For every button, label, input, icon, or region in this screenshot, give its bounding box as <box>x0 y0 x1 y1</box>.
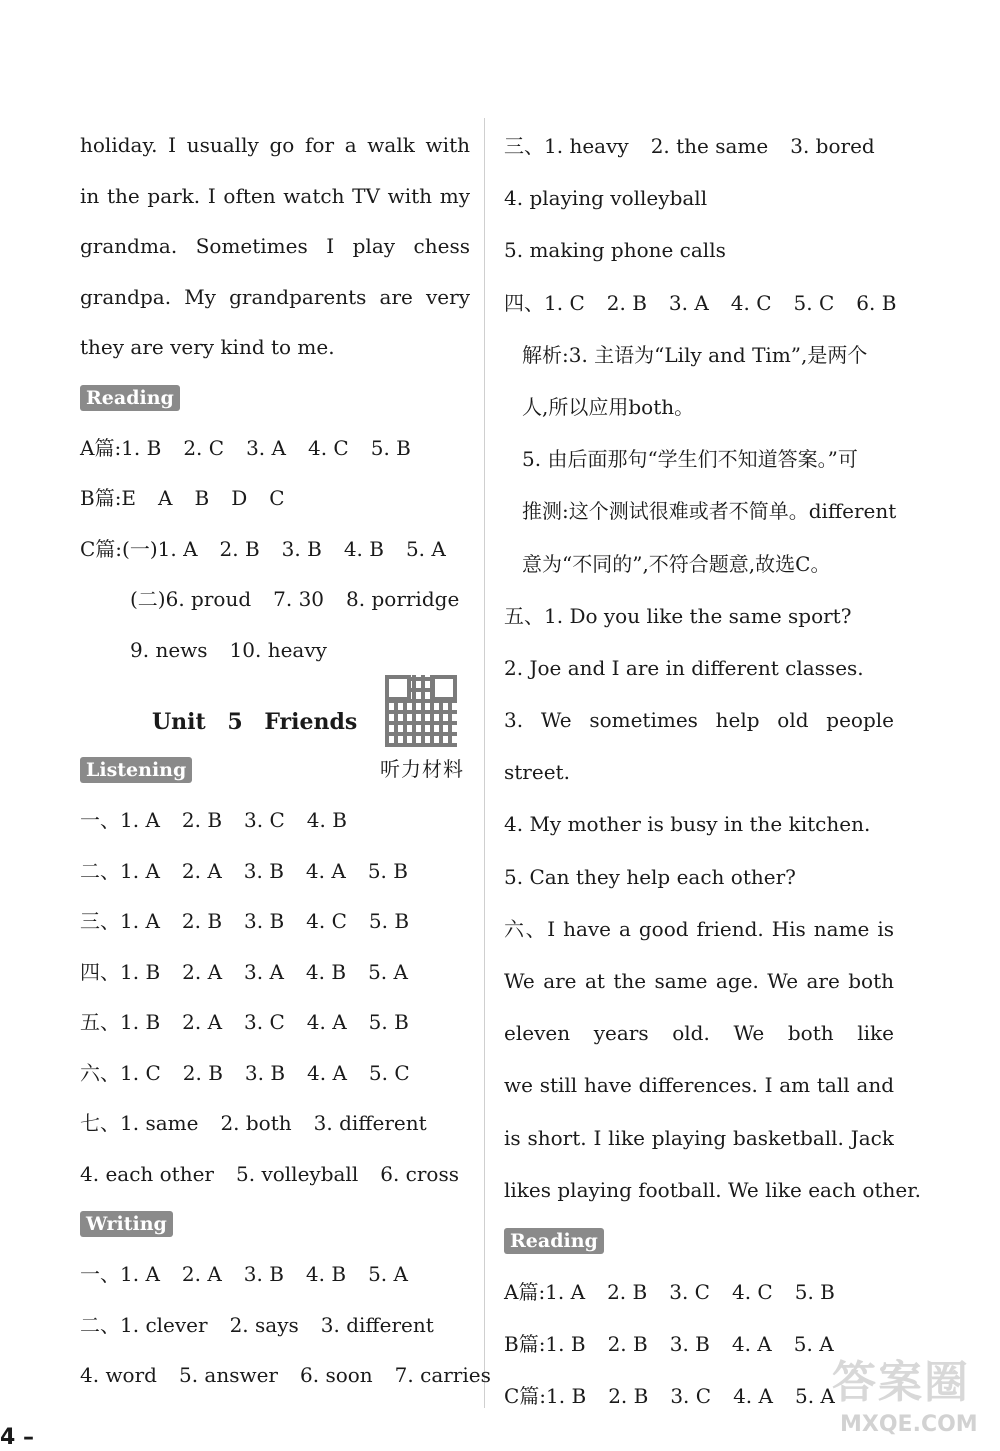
answer: 6. cross <box>380 1161 460 1186</box>
answer: 六、1. C <box>80 1060 161 1085</box>
answer: A篇:1. B <box>80 435 162 460</box>
answer: C篇:(一)1. A <box>80 536 198 561</box>
answer: 3. B <box>281 536 322 561</box>
answer-line <box>80 947 470 998</box>
answer-line <box>80 795 470 846</box>
answer: 5. A <box>405 536 446 561</box>
answer-line <box>80 1300 470 1351</box>
essay-line: 六、I have a good friend. His name is <box>504 916 894 941</box>
answer-line <box>80 1149 470 1200</box>
writing-answers <box>80 1249 491 1401</box>
answer-line <box>80 846 470 897</box>
answer-line <box>504 277 897 329</box>
answer: 4. C <box>730 290 772 315</box>
answer: 5. A <box>368 1262 408 1286</box>
answer: 4. A <box>731 1332 772 1357</box>
answer: B篇:E <box>80 486 137 510</box>
answer: 一、1. A <box>80 1262 160 1286</box>
answer: 4. C <box>307 435 349 460</box>
answer-line <box>80 473 470 524</box>
answer: 5. A <box>793 1332 834 1357</box>
answer: 5. B <box>368 909 410 933</box>
answer: 一、1. A <box>80 808 160 832</box>
answer: B <box>194 486 210 510</box>
answer: 4. A <box>305 858 346 883</box>
analysis-line: 解析:3. 主语为“Lily and Tim”,是两个 <box>522 342 868 367</box>
answer: 9. news <box>130 637 208 662</box>
answer: 5. volleyball <box>236 1161 359 1186</box>
answer: 2. says <box>229 1312 299 1337</box>
answer: 五、1. B <box>80 1010 161 1034</box>
analysis-line: 人,所以应用both。 <box>522 394 695 419</box>
reading-badge: Reading <box>80 385 180 411</box>
answer: 4. B <box>306 808 347 832</box>
answer: 2. B <box>607 1279 648 1304</box>
answer: 4. B <box>305 1262 347 1286</box>
answer: A篇:1. A <box>504 1279 586 1304</box>
answer: B篇:1. B <box>504 1332 586 1357</box>
answer: 3. different <box>313 1111 427 1135</box>
answer: D <box>231 486 248 510</box>
answer: C篇:1. B <box>504 1384 587 1409</box>
answer: 5. A <box>794 1384 835 1409</box>
listening-badge: Listening <box>80 757 192 783</box>
answer: 5. B <box>367 858 408 883</box>
watermark-logo <box>832 1346 992 1446</box>
answer: 3. C <box>244 1010 285 1034</box>
essay-line: We are at the same age. We are both <box>504 969 894 993</box>
sentence-answers <box>504 590 894 903</box>
answer: 3. bored <box>790 134 875 158</box>
answer: 5. A <box>368 959 408 984</box>
answer: C <box>269 486 285 510</box>
reading-badge: Reading <box>504 1228 604 1254</box>
answer: 5. B <box>368 1010 409 1034</box>
answer: 3. C <box>670 1384 712 1409</box>
answer: 三、1. heavy <box>504 134 629 158</box>
column-divider <box>484 118 485 1408</box>
essay-line: eleven years old. We both like <box>504 1021 894 1046</box>
answer: 2. B <box>181 909 223 933</box>
answer: 5. B <box>794 1279 835 1304</box>
answer: 5. C <box>793 290 835 315</box>
text-line: holiday. I usually go for a walk with <box>80 133 470 157</box>
intro-paragraph <box>80 120 470 373</box>
listening-answers <box>80 795 470 1199</box>
answer: 四、1. C <box>504 290 585 315</box>
answer: 3. B <box>243 858 284 883</box>
answer-line <box>80 524 470 575</box>
sentence-line: 3. We sometimes help old people <box>504 708 894 733</box>
essay-line: likes playing football. We like each other. <box>504 1177 921 1202</box>
answer: 2. B <box>608 1384 649 1409</box>
answer: 三、1. A <box>80 909 160 933</box>
answer: 2. B <box>219 536 260 561</box>
answer: 3. B <box>243 1262 284 1286</box>
page-number: 4 – <box>0 1425 34 1450</box>
answer: 3. B <box>669 1332 710 1357</box>
answer: 4. C <box>731 1279 773 1304</box>
analysis-line: 5. 由后面那句“学生们不知道答案。”可 <box>522 447 858 472</box>
answer: 2. B <box>181 808 223 832</box>
sentence-line: 5. Can they help each other? <box>504 864 796 889</box>
analysis-line: 推测:这个测试很难或者不简单。different <box>522 499 897 524</box>
answer: 8. porridge <box>346 587 460 611</box>
sentence-line: 五、1. Do you like the same sport? <box>504 603 852 628</box>
answer: 2. the same <box>650 134 769 158</box>
answer: 2. A <box>181 858 222 883</box>
answer: 2. A <box>182 1010 223 1034</box>
essay-line: is short. I like playing basketball. Jack <box>504 1125 894 1150</box>
answer-line <box>504 1266 894 1318</box>
answer: 4. A <box>733 1384 773 1409</box>
answer-line <box>504 224 894 276</box>
answer: 2. B <box>606 290 647 315</box>
answer: 3. B <box>244 1060 286 1085</box>
answer-line <box>80 1350 491 1401</box>
text-line: grandma. Sometimes I play chess <box>80 234 470 258</box>
sentence-line: 4. My mother is busy in the kitchen. <box>504 812 871 837</box>
answer: 4. B <box>343 536 384 561</box>
left-column <box>80 120 491 1401</box>
answer: 6. soon <box>300 1363 373 1387</box>
answer: 2. C <box>183 435 225 460</box>
answer: 4. A <box>306 1010 347 1034</box>
answer: 2. A <box>182 959 223 984</box>
answer: 二、1. A <box>80 858 160 883</box>
answer: 3. A <box>668 290 709 315</box>
answer: 四、1. B <box>80 959 161 984</box>
vocab-answers <box>504 120 897 329</box>
essay-line: we still have differences. I am tall and <box>504 1073 894 1098</box>
essay-paragraph <box>504 903 921 1216</box>
answer-line <box>504 172 894 224</box>
answer: 2. both <box>220 1111 292 1135</box>
answer: A <box>158 486 173 510</box>
answer: 6. B <box>856 290 897 315</box>
qr-caption: 听力材料 <box>380 757 464 781</box>
answer-line <box>504 120 894 172</box>
answer: 七、1. same <box>80 1111 199 1135</box>
answer-line <box>80 574 470 625</box>
answer-line <box>80 625 470 676</box>
analysis-line: 意为“不同的”,不符合题意,故选C。 <box>522 551 831 576</box>
answer: 3. C <box>244 808 285 832</box>
answer: 4. each other <box>80 1161 214 1186</box>
answer: 3. A <box>244 959 284 984</box>
answer: 2. B <box>607 1332 648 1357</box>
answer-line <box>80 1048 470 1099</box>
answer-line <box>80 1249 470 1300</box>
answer-line <box>80 997 470 1048</box>
text-line: grandpa. My grandparents are very <box>80 284 470 309</box>
answer-line <box>80 1098 470 1149</box>
text-line: they are very kind to me. <box>80 335 335 359</box>
watermark-text: 答案圈 <box>832 1357 970 1408</box>
unit-title: Unit 5 Friends <box>152 709 358 735</box>
sentence-line: street. <box>504 760 570 785</box>
answer: 2. B <box>182 1060 223 1085</box>
watermark-url: MXQE.COM <box>840 1412 978 1437</box>
answer: 10. heavy <box>229 637 327 662</box>
answer-line <box>80 423 470 474</box>
answer: 4. B <box>305 959 347 984</box>
answer: 3. A <box>246 435 286 460</box>
answer: 5. B <box>370 435 411 460</box>
answer-line <box>80 896 470 947</box>
analysis-block <box>504 329 897 590</box>
answer: 3. C <box>669 1279 710 1304</box>
answer: 3. different <box>320 1312 434 1337</box>
answer: 5. C <box>368 1060 410 1085</box>
answer: 4. A <box>307 1060 347 1085</box>
reading-answers <box>80 423 470 676</box>
answer: (二)6. proud <box>130 587 252 611</box>
answer: 4. C <box>306 909 347 933</box>
answer: 7. 30 <box>273 587 325 611</box>
answer: 5. making phone calls <box>504 238 726 263</box>
answer: 4. word <box>80 1363 157 1387</box>
sentence-line: 2. Joe and I are in different classes. <box>504 655 864 680</box>
answer: 4. playing volleyball <box>504 186 708 211</box>
answer: 5. answer <box>178 1363 278 1387</box>
answer: 7. carries <box>394 1363 491 1387</box>
answer: 2. A <box>181 1262 222 1286</box>
text-line: in the park. I often watch TV with my <box>80 183 470 208</box>
qr-code-icon[interactable] <box>385 675 457 747</box>
writing-badge: Writing <box>80 1211 173 1237</box>
answer: 3. B <box>244 909 285 933</box>
answer: 二、1. clever <box>80 1312 208 1337</box>
